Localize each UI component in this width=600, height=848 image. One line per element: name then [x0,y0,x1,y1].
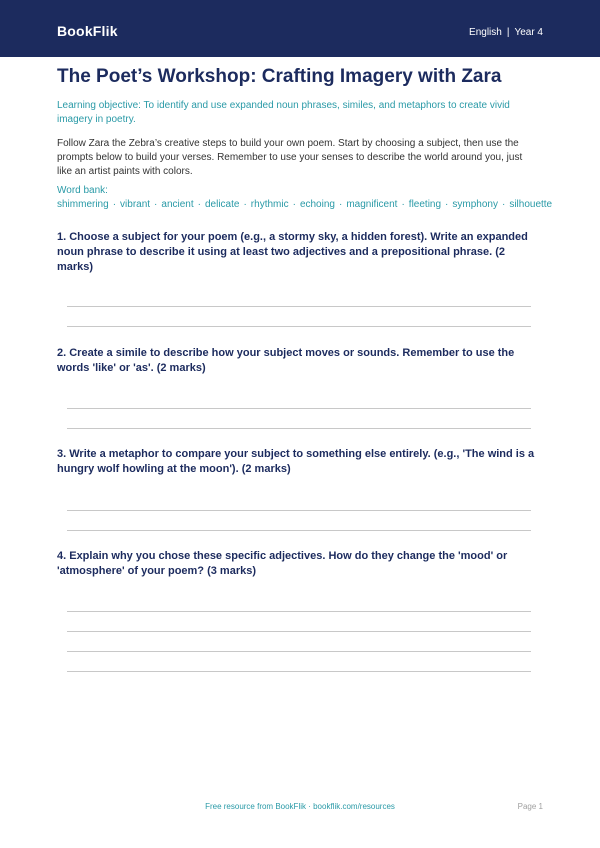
answer-line[interactable] [67,530,531,531]
word-bank-separator: · [243,199,247,210]
word-bank-word: vibrant [120,199,151,210]
answer-line[interactable] [67,428,531,429]
page-number: Page 1 [517,802,543,811]
question-2: 2. Create a simile to describe how your subject moves or sounds. Remember to use the words 'like' or 'as'. (2 marks) [57,347,515,374]
word-bank-word: magnificent [346,199,398,210]
word-bank-word: delicate [204,199,240,210]
header-meta [469,27,543,38]
word-bank-word: ancient [161,199,194,210]
question-3: 3. Write a metaphor to compare your subject to something else entirely. (e.g., 'The wind is a hungry wolf howling at the moon'). (2 marks) [57,448,535,475]
meta-separator: | [506,27,510,38]
word-bank-separator: · [401,199,405,210]
word-bank-word: fleeting [408,199,442,210]
word-bank-separator: · [112,199,117,210]
word-bank-word: shimmering [57,199,109,210]
word-bank-word: rhythmic [250,199,289,210]
footer-text: Free resource from BookFlik · bookflik.com/resources [205,802,395,811]
word-bank-word: echoing [299,199,335,210]
answer-line[interactable] [67,510,531,511]
answer-line[interactable] [67,671,531,672]
learning-objective: Learning objective: To identify and use expanded noun phrases, similes, and metaphors to create vivid imagery in poetry. [57,100,510,125]
word-bank-label: Word bank: [57,185,108,196]
question-1: 1. Choose a subject for your poem (e.g., a stormy sky, a hidden forest). Write an expanded noun phrase to describe it using at least two adjectives and a prepositional phrase. (2 marks) [57,231,528,273]
brand-logo: BookFlik [57,23,118,39]
answer-line[interactable] [67,611,531,612]
intro-paragraph: Follow Zara the Zebra’s creative steps to build your own poem. Start by choosing a subject, then use the prompts below to build your verses. Remember to use your senses to describe the world around you, just like an artist paints with colors. [57,138,523,177]
subject-label: English [469,27,502,38]
word-bank-separator: · [292,199,296,210]
year-label: Year 4 [514,27,543,38]
answer-line[interactable] [67,651,531,652]
word-bank-separator: · [338,199,343,210]
word-bank-separator: · [445,199,449,210]
answer-line[interactable] [67,408,531,409]
answer-line[interactable] [67,306,531,307]
word-bank-separator: · [197,199,201,210]
question-4: 4. Explain why you chose these specific adjectives. How do they change the 'mood' or 'atmosphere' of your poem? (3 marks) [57,550,508,577]
page-header [0,0,600,57]
word-bank-word: symphony [452,199,498,210]
word-bank-word: silhouette [509,199,553,210]
word-bank [57,184,553,212]
word-bank-separator: · [501,199,506,210]
answer-line[interactable] [67,326,531,327]
word-bank-separator: · [154,199,158,210]
page-title: The Poet’s Workshop: Crafting Imagery with Zara [57,66,502,87]
answer-line[interactable] [67,631,531,632]
